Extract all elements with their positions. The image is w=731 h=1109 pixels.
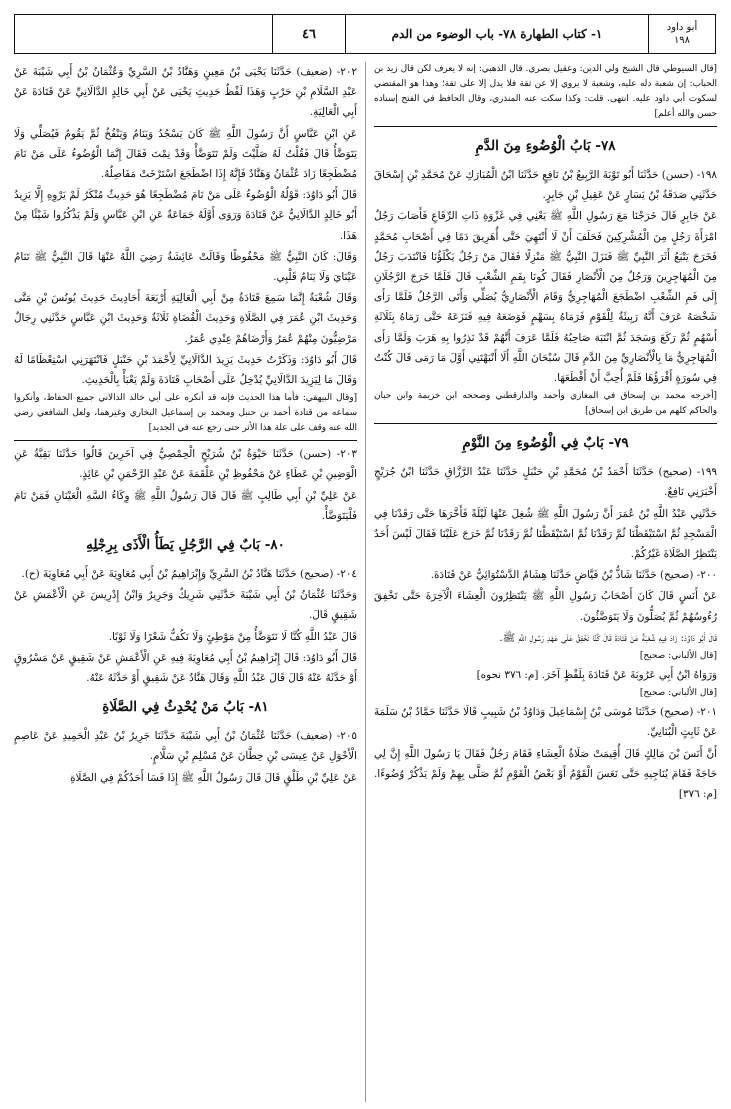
left-column [14, 62, 357, 1102]
hadith-203-text: عَنْ عَلِيِّ بْنِ أَبِي طَالِبٍ ﷺ قَالَ قَالَ رَسُولُ اللَّهِ ﷺ وِكَاءُ السَّهِ الْعَيْنَانِ فَمَنْ نَامَ فَلْيَتَوَضَّأْ. [14, 489, 357, 522]
hadith-202-part-c: وَقَالَ شُعْبَةُ إِنَّمَا سَمِعَ قَتَادَةُ مِنْ أَبِي الْعَالِيَةِ أَرْبَعَةَ أَحَادِيثَ حَدِيثَ يُونُسَ بْنِ مَتَّى وَحَدِيثَ ابْنِ عُمَرَ فِي الصَّلَاةِ وَحَدِيثَ الْقُضَاةِ ثَلَاثَةٌ وَحَدِيثَ ابْنِ عَبَّاسٍ حَدَّثَنِي رِجَالٌ مَرْضِيُّونَ مِنْهُمْ عُمَرُ وَأَرْضَاهُمْ عِنْدِي عُمَرُ. [14, 292, 357, 345]
hadith-204-text: قَالَ عَبْدُ اللَّهِ كُنَّا لَا نَتَوَضَّأُ مِنْ مَوْطِئٍ وَلَا نَكُفُّ شَعْرًا وَلَا ثَوْبًا. [108, 630, 357, 643]
hadith-205-text: عَنْ عَلِيِّ بْنِ طَلْقٍ قَالَ قَالَ رَسُولُ اللَّهِ ﷺ إِذَا فَسَا أَحَدُكُمْ فِي الصَّلَاةِ [70, 771, 357, 784]
hadith-201-text: أَنَّ أَنَسَ بْنَ مَالِكٍ قَالَ أُقِيمَتْ صَلَاةُ الْعِشَاءِ فَقَامَ رَجُلٌ فَقَالَ يَا رَسُولَ اللَّهِ إِنَّ لِي حَاجَةً فَقَامَ يُنَاجِيهِ حَتَّى نَعَسَ الْقَوْمُ أَوْ بَعْضُ الْقَوْمِ ثُمَّ صَلَّى بِهِمْ وَلَمْ يَذْكُرْ وُضُوءًا. [م: ٣٧٦] [374, 747, 717, 801]
page-header [14, 14, 716, 54]
hadith-204-isnad: ٢٠٤- (صحيح) حَدَّثَنَا هَنَّادُ بْنُ السَّرِيِّ وَإِبْرَاهِيمُ بْنُ أَبِي مُعَاوِيَةَ عَنْ أَبِي مُعَاوِيَةَ (ح). [21, 568, 357, 581]
albani-grade: [قال الألباني: صحيح] [639, 688, 717, 699]
hadith-203-isnad: ٢٠٣- (حسن) حَدَّثَنَا حَيْوَةُ بْنُ شُرَيْحٍ الْحِمْصِيُّ فِي آخَرِينَ قَالُوا حَدَّثَنَا بَقِيَّةُ عَنِ الْوَضِينِ بْنِ عَطَاءٍ عَنْ مَحْفُوظِ بْنِ عَلْقَمَةَ عَنْ عَبْدِ الرَّحْمَنِ بْنِ عَائِذٍ. [14, 448, 357, 481]
chapter-heading-78: ٧٨- بَابُ الْوُضُوءِ مِنَ الدَّمِ [475, 138, 616, 154]
chapter-title: ١- كتاب الطهارة ٧٨- باب الوضوء من الدم [345, 15, 648, 53]
page-number: ٤٦ [272, 15, 345, 53]
hadith-201-isnad: ٢٠١- (صحيح) حَدَّثَنَا مُوسَى بْنُ إِسْمَاعِيلَ وَدَاوُدُ بْنُ شَبِيبٍ قَالَا حَدَّثَنَا حَمَّادُ بْنُ سَلَمَةَ عَنْ ثَابِتٍ الْبُنَانِيِّ. [374, 706, 717, 739]
chapter-heading-81: ٨١- بَابُ مَنْ يُحْدِثُ فِي الصَّلَاةِ [102, 699, 269, 716]
hadith-199-isnad: ١٩٩- (صحيح) حَدَّثَنَا أَحْمَدُ بْنُ مُحَمَّدِ بْنِ حَنْبَلٍ حَدَّثَنَا عَبْدُ الرَّزَّاقِ حَدَّثَنَا ابْنُ جُرَيْجٍ أَخْبَرَنِي نَافِعٌ. [374, 466, 717, 499]
hadith-202-abu-dawud: قَالَ أَبُو دَاوُدَ: قَوْلُهُ الْوُضُوءُ عَلَى مَنْ نَامَ مُضْطَجِعًا هُوَ حَدِيثٌ مُنْكَرٌ لَمْ يَرْوِهِ إِلَّا يَزِيدُ أَبُو خَالِدٍ الدَّالَانِيُّ عَنْ قَتَادَةَ وَرَوَى أَوَّلَهُ جَمَاعَةٌ عَنِ ابْنِ عَبَّاسٍ وَلَمْ يَذْكُرُوا شَيْئًا مِنْ هَذَا. [14, 189, 357, 242]
book-page-number: ١٩٨ [673, 35, 691, 46]
right-column [374, 62, 717, 1102]
hadith-204-isnad-b: وَحَدَّثَنَا عُثْمَانُ بْنُ أَبِي شَيْبَةَ حَدَّثَنِي شَرِيكٌ وَجَرِيرٌ وَابْنُ إِدْرِيسَ عَنِ الْأَعْمَشِ عَنْ شَقِيقٍ قَالَ. [14, 589, 357, 622]
hadith-200-text: عَنْ أَنَسٍ قَالَ كَانَ أَصْحَابُ رَسُولِ اللَّهِ ﷺ يَنْتَظِرُونَ الْعِشَاءَ الْآخِرَةَ حَتَّى تَخْفِقَ رُءُوسُهُمْ ثُمَّ يُصَلُّونَ وَلَا يَتَوَضَّئُونَ. [374, 590, 717, 623]
hadith-202-text: عَنِ ابْنِ عَبَّاسٍ أَنَّ رَسُولَ اللَّهِ ﷺ كَانَ يَسْجُدُ وَيَنَامُ وَيَنْفُخُ ثُمَّ يَقُومُ فَيُصَلِّي وَلَا يَتَوَضَّأُ قَالَ فَقُلْتُ لَهُ صَلَّيْتَ وَلَمْ تَتَوَضَّأْ وَقَدْ نِمْتَ فَقَالَ إِنَّمَا الْوُضُوءُ عَلَى مَنْ نَامَ مُضْطَجِعًا زَادَ عُثْمَانُ وَهَنَّادٌ فَإِنَّهُ إِذَا اضْطَجَعَ اسْتَرْخَتْ مَفَاصِلُهُ. [14, 127, 357, 181]
book-reference [648, 15, 715, 53]
header-empty-cell [15, 15, 272, 53]
hadith-202-part-d: قَالَ أَبُو دَاوُدَ: وَذَكَرْتُ حَدِيثَ يَزِيدَ الدَّالَانِيِّ لِأَحْمَدَ بْنِ حَنْبَلٍ فَانْتَهَرَنِي اسْتِعْظَامًا لَهُ وَقَالَ مَا لِيَزِيدَ الدَّالَانِيِّ يُدْخِلُ عَلَى أَصْحَابِ قَتَادَةَ وَلَمْ يَعْبَأْ بِالْحَدِيثِ. [14, 353, 357, 387]
top-footnote: [قال السيوطي قال الشيخ ولي الدين: وعقيل بصري. قال الذهبي: إنه لا يعرف لكن قال زيد بن الحباب: إن شعبة دله عليه، وشعبة لا يروي إلا عن ثقة فلا يدل إلا على ثقة؛ وهذا هو المقتضي لسكوت أبي داود عليه. انتهى. قلت: وكذا سكت عنه المنذري، وقال الحافظ في الفتح إسناده حسن والله أعلم] [374, 64, 717, 119]
divider [374, 126, 717, 127]
hadith-205-isnad: ٢٠٥- (ضعيف) حَدَّثَنَا عُثْمَانُ بْنُ أَبِي شَيْبَةَ حَدَّثَنَا جَرِيرُ بْنُ عَبْدِ الْحَمِيدِ عَنْ عَاصِمٍ الْأَحْوَلِ عَنْ عِيسَى بْنِ حِطَّانَ عَنْ مُسْلِمِ بْنِ سَلَّامٍ. [14, 730, 357, 763]
hadith-202-part-b: وَقَالَ: كَانَ النَّبِيُّ ﷺ مَحْفُوظًا وَقَالَتْ عَائِشَةُ رَضِيَ اللَّهُ عَنْهَا قَالَ النَّبِيُّ ﷺ تَنَامُ عَيْنَايَ وَلَا يَنَامُ قَلْبِي. [14, 250, 357, 284]
divider [374, 423, 717, 424]
column-divider [365, 62, 366, 1102]
hadith-198-note: [أخرجه محمد بن إسحاق في المغازي وأحمد والدارقطني وصححه ابن خزيمة وابن حبان والحاكم كلهم من طريق ابن إسحاق] [374, 391, 717, 417]
book-name: أبو داود [666, 22, 698, 33]
hadith-200-rawah: وَرَوَاهُ ابْنُ أَبِي عَرُوبَةَ عَنْ قَتَادَةَ بِلَفْظٍ آخَرَ. [م: ٣٧٦ نحوه] [476, 669, 717, 682]
hadith-198-text: عَنْ جَابِرٍ قَالَ خَرَجْنَا مَعَ رَسُولِ اللَّهِ ﷺ يَعْنِي فِي غَزْوَةِ ذَاتِ الرِّقَاعِ فَأَصَابَ رَجُلٌ امْرَأَةَ رَجُلٍ مِنَ الْمُشْرِكِينَ فَحَلَفَ أَنْ لَا أَنْتَهِيَ حَتَّى أُهَرِيقَ دَمًا فِي أَصْحَابِ مُحَمَّدٍ فَخَرَجَ يَتْبَعُ أَثَرَ النَّبِيِّ ﷺ فَنَزَلَ النَّبِيُّ ﷺ مَنْزِلًا فَقَالَ مَنْ رَجُلٌ يَكْلَؤُنَا فَانْتَدَبَ رَجُلٌ مِنَ الْمُهَاجِرِينَ وَرَجُلٌ مِنَ الْأَنْصَارِ فَقَالَ كُونَا بِفَمِ الشِّعْبِ قَالَ فَلَمَّا خَرَجَ الرَّجُلَانِ إِلَى فَمِ الشِّعْبِ اضْطَجَعَ الْمُهَاجِرِيُّ وَقَامَ الْأَنْصَارِيُّ يُصَلِّي وَأَتَى الرَّجُلُ فَلَمَّا رَأَى شَخْصَهُ عَرَفَ أَنَّهُ رَبِيئَةٌ لِلْقَوْمِ فَرَمَاهُ بِسَهْمٍ فَوَضَعَهُ فِيهِ فَنَزَعَهُ حَتَّى رَمَاهُ بِثَلَاثَةِ أَسْهُمٍ ثُمَّ رَكَعَ وَسَجَدَ ثُمَّ انْتَبَهَ صَاحِبُهُ فَلَمَّا عَرَفَ أَنَّهُمْ قَدْ نَذِرُوا بِهِ هَرَبَ وَلَمَّا رَأَى الْمُهَاجِرِيُّ مَا بِالْأَنْصَارِيِّ مِنَ الدَّمِ قَالَ سُبْحَانَ اللَّهِ أَلَا أَنْبَهْتَنِي أَوَّلَ مَا رَمَى قَالَ كُنْتُ فِي سُورَةٍ أَقْرَؤُهَا فَلَمْ أُحِبَّ أَنْ أَقْطَعَهَا. [374, 210, 717, 385]
hadith-202-isnad: ٢٠٢- (ضعيف) حَدَّثَنَا يَحْيَى بْنُ مَعِينٍ وَهَنَّادُ بْنُ السَّرِيِّ وَعُثْمَانُ بْنُ أَبِي شَيْبَةَ عَنْ عَبْدِ السَّلَامِ بْنِ حَرْبٍ وَهَذَا لَفْظُ حَدِيثِ يَحْيَى عَنْ أَبِي خَالِدٍ الدَّالَانِيِّ عَنْ قَتَادَةَ عَنْ أَبِي الْعَالِيَةِ. [14, 66, 357, 119]
divider [14, 440, 357, 441]
hadith-202-note: [وقال البيهقي: فأما هذا الحديث فإنه قد أنكره على أبي خالد الدالاني جميع الحفاظ، وأنكروا سماعه من قتادة أحمد بن حنبل ومحمد بن إسماعيل البخاري وغيرهما، ولعل الشافعي رضي الله عنه وقف على علة هذا الأثر حتى رجع عنه في الجديد] [14, 393, 357, 434]
hadith-198-isnad: ١٩٨- (حسن) حَدَّثَنَا أَبُو تَوْبَةَ الرَّبِيعُ بْنُ نَافِعٍ حَدَّثَنَا ابْنُ الْمُبَارَكِ عَنْ مُحَمَّدِ بْنِ إِسْحَاقَ حَدَّثَنِي صَدَقَةُ بْنُ يَسَارٍ عَنْ عَقِيلِ بْنِ جَابِرٍ. [374, 169, 717, 202]
chapter-heading-79: ٧٩- بَابٌ فِي الْوُضُوءِ مِنَ النَّوْمِ [462, 435, 629, 452]
hadith-200-isnad: ٢٠٠- (صحيح) حَدَّثَنَا شَاذُّ بْنُ فَيَّاضٍ حَدَّثَنَا هِشَامٌ الدَّسْتُوَائِيُّ عَنْ قَتَادَةَ. [430, 569, 717, 582]
hadith-199-text: حَدَّثَنِي عَبْدُ اللَّهِ بْنُ عُمَرَ أَنَّ رَسُولَ اللَّهِ ﷺ شُغِلَ عَنْهَا لَيْلَةً فَأَخَّرَهَا حَتَّى رَقَدْنَا فِي الْمَسْجِدِ ثُمَّ اسْتَيْقَظْنَا ثُمَّ رَقَدْنَا ثُمَّ اسْتَيْقَظْنَا ثُمَّ رَقَدْنَا ثُمَّ خَرَجَ عَلَيْنَا فَقَالَ لَيْسَ أَحَدٌ يَنْتَظِرُ الصَّلَاةَ غَيْرُكُمْ. [374, 507, 717, 561]
albani-grade: [قال الألباني: صحيح] [639, 651, 717, 662]
hadith-200-abu-dawud: قَالَ أَبُو دَاوُدَ: زَادَ فِيهِ شُعْبَةُ عَنْ قَتَادَةَ قَالَ كُنَّا نَخْفِقُ عَلَى عَهْدِ رَسُولِ اللَّهِ ﷺ. [499, 631, 717, 644]
chapter-heading-80: ٨٠- بَابٌ فِي الرَّجُلِ يَطَأُ الْأَذَى بِرِجْلِهِ [86, 537, 285, 554]
hadith-204-abu-dawud: قَالَ أَبُو دَاوُدَ: قَالَ إِبْرَاهِيمُ بْنُ أَبِي مُعَاوِيَةَ فِيهِ عَنِ الْأَعْمَشِ عَنْ شَقِيقٍ عَنْ مَسْرُوقٍ أَوْ حَدَّثَهُ عَنْهُ قَالَ قَالَ عَبْدُ اللَّهِ وَقَالَ هَنَّادٌ عَنْ شَقِيقٍ أَوْ حَدَّثَهُ عَنْهُ. [14, 651, 357, 685]
